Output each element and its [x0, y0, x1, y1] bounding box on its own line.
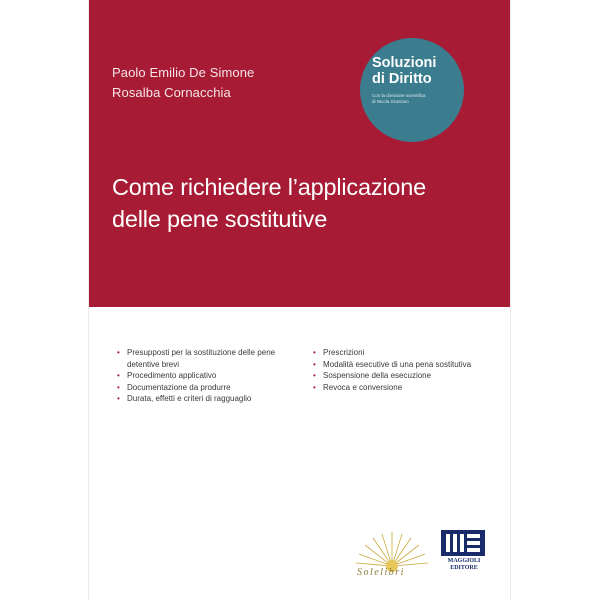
authors [112, 63, 254, 103]
bullet-icon: • [117, 382, 120, 392]
brand-name: Solelibri [357, 567, 405, 578]
book-title [112, 171, 426, 235]
publisher-name-line: MAGGIOLI [447, 558, 481, 564]
bullet-icon: • [313, 348, 316, 357]
topic-text: Procedimento applicativo [127, 371, 217, 380]
topic-text: Durata, effetti e criteri di ragguaglio [127, 394, 252, 403]
bullet-icon: • [313, 371, 316, 380]
bullet-icon: • [117, 371, 120, 380]
topic-text: Revoca e conversione [323, 382, 403, 392]
author-name: Paolo Emilio De Simone [112, 65, 255, 80]
topic-text: Modalità esecutive di una pena sostitutiva [323, 359, 472, 369]
topic-item [313, 359, 483, 371]
topic-item [117, 370, 302, 382]
bullet-icon: • [117, 348, 120, 357]
series-title-line: Soluzioni [372, 55, 437, 71]
topic-text: Prescrizioni [323, 348, 365, 357]
bullet-icon: • [313, 359, 316, 369]
topic-text: Sospensione della esecuzione [323, 371, 432, 380]
publisher-name-line: EDITORE [450, 565, 478, 571]
topic-text: Documentazione da produrre [127, 382, 231, 392]
topic-item [117, 347, 302, 370]
bullet-icon: • [117, 394, 120, 403]
series-badge [360, 38, 464, 142]
topic-item [117, 393, 302, 405]
series-title [372, 55, 436, 87]
book-cover [89, 0, 510, 600]
publisher-name [436, 558, 492, 572]
topic-text: Presupposti per la sostituzione delle pene detentive brevi [127, 348, 276, 369]
book-title-line: Come richiedere l’applicazione [112, 174, 427, 200]
bullet-icon: • [313, 382, 316, 392]
series-subtitle-line: di Nicola Graziano [372, 99, 409, 104]
topic-item [313, 370, 483, 382]
topic-item [313, 347, 483, 359]
series-title-line: di Diritto [372, 71, 432, 87]
book-title-line: delle pene sostitutive [112, 206, 328, 232]
series-subtitle [372, 93, 452, 105]
topic-item [117, 382, 302, 394]
cover-red-panel [89, 0, 510, 307]
author-name: Rosalba Cornacchia [112, 85, 231, 100]
topics-list-left [117, 347, 302, 405]
series-subtitle-line: Con la direzione scientifica [372, 93, 426, 98]
topic-item [313, 382, 483, 394]
topics-list-right [313, 347, 483, 393]
